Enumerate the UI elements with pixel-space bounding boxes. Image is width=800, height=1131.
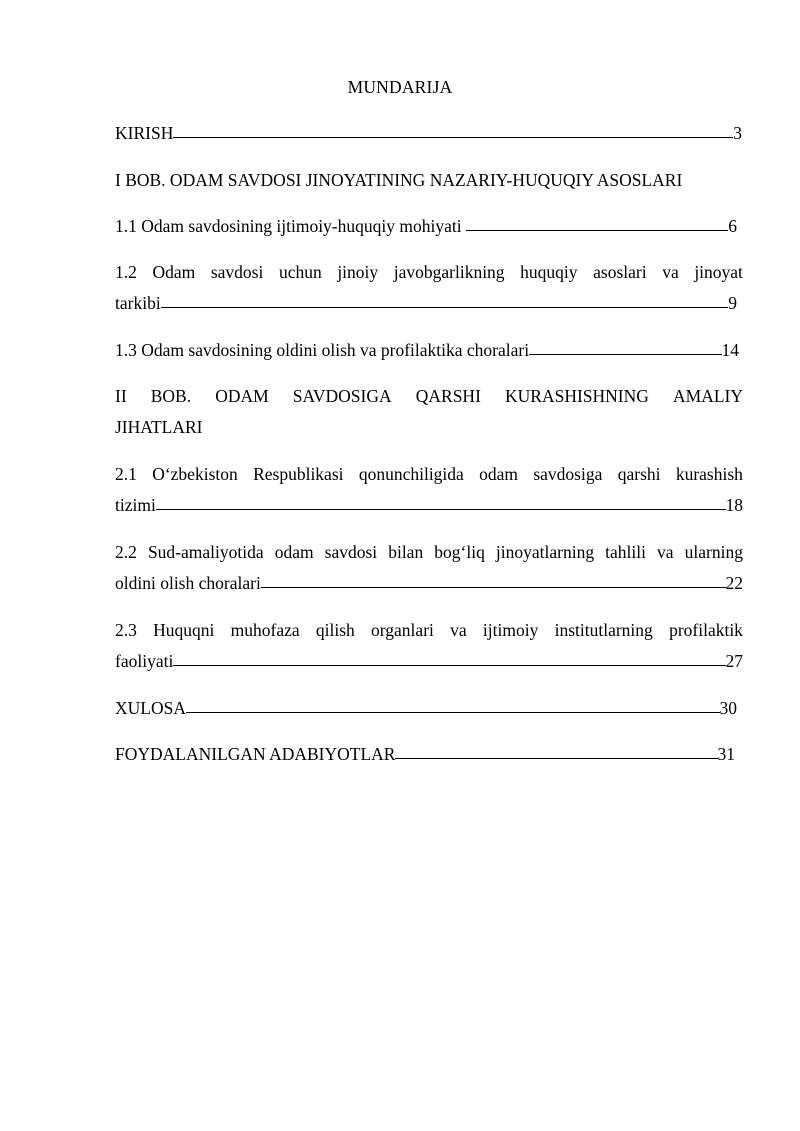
- toc-word: AMALIY: [673, 386, 743, 406]
- toc-word: savdosiga: [533, 464, 603, 484]
- toc-title: MUNDARIJA: [347, 77, 453, 97]
- toc-word: jinoyatlarning: [495, 542, 595, 562]
- toc-word: institutlarning: [554, 620, 653, 640]
- toc-word: savdosi: [210, 262, 264, 282]
- toc-word: jinoyat: [694, 262, 743, 282]
- toc-entry-label: I BOB. ODAM SAVDOSI JINOYATINING NAZARIY-HUQUQIY ASOSLARI: [115, 170, 683, 190]
- toc-entry-label: tarkibi: [115, 293, 161, 313]
- toc-word: 2.1: [115, 464, 137, 484]
- dot-leader: [395, 757, 717, 759]
- toc-entry-line1: [115, 615, 743, 646]
- toc-word: va: [662, 262, 679, 282]
- toc-word: va: [450, 620, 467, 640]
- toc-entry-1-1[interactable]: [115, 211, 737, 242]
- toc-word: Odam: [152, 262, 196, 282]
- toc-word: qonunchiligida: [358, 464, 464, 484]
- toc-word: qarshi: [617, 464, 661, 484]
- toc-entry-page: 18: [725, 495, 743, 515]
- toc-entry-label: KIRISH: [115, 123, 174, 143]
- toc-entry-label: JIHATLARI: [115, 417, 203, 437]
- toc-word: Huquqni: [153, 620, 215, 640]
- toc-word: jinoiy: [337, 262, 379, 282]
- toc-entry-label: XULOSA: [115, 698, 186, 718]
- toc-entry-page: 9: [728, 293, 737, 313]
- toc-word: KURASHISHNING: [505, 386, 649, 406]
- toc-entry-xulosa[interactable]: [115, 693, 737, 724]
- toc-entry-label: 1.1 Odam savdosining ijtimoiy-huquqiy mohiyati: [115, 216, 466, 236]
- toc-entry-page: 3: [733, 123, 742, 143]
- toc-entry-1-2[interactable]: [115, 257, 743, 319]
- toc-word: QARSHI: [415, 386, 481, 406]
- toc-entry-line1: [115, 257, 743, 288]
- toc-word: tahlili: [605, 542, 646, 562]
- dot-leader: [529, 353, 721, 355]
- toc-entry-line1: [115, 381, 743, 412]
- toc-entry-2-1[interactable]: [115, 459, 743, 521]
- dot-leader: [466, 229, 728, 231]
- toc-word: 2.3: [115, 620, 137, 640]
- toc-word: va: [657, 542, 674, 562]
- toc-word: Respublikasi: [253, 464, 344, 484]
- toc-word: profilaktik: [669, 620, 743, 640]
- toc-word: ijtimoiy: [482, 620, 539, 640]
- toc-word: odam: [479, 464, 519, 484]
- toc-word: SAVDOSIGA: [292, 386, 392, 406]
- toc-word: savdosi: [324, 542, 378, 562]
- dot-leader: [186, 711, 720, 713]
- toc-word: 1.2: [115, 262, 137, 282]
- toc-word: organlari: [371, 620, 434, 640]
- toc-entry-page: 6: [728, 216, 737, 236]
- toc-entry-label: FOYDALANILGAN ADABIYOTLAR: [115, 744, 396, 764]
- toc-entry-2-3[interactable]: [115, 615, 743, 677]
- toc-word: 2.2: [115, 542, 137, 562]
- toc-entry-line1: [115, 459, 743, 490]
- toc-word: javobgarlikning: [393, 262, 505, 282]
- dot-leader: [261, 586, 726, 588]
- toc-chapter-2-heading[interactable]: [115, 381, 743, 443]
- toc-entry-label: faoliyati: [115, 651, 174, 671]
- toc-entry-kirish[interactable]: [115, 118, 742, 149]
- toc-chapter-1-heading[interactable]: [115, 165, 743, 196]
- toc-entry-label: oldini olish choralari: [115, 573, 261, 593]
- toc-word: ularning: [684, 542, 743, 562]
- toc-entry-label: 1.3 Odam savdosining oldini olish va profilaktika choralari: [115, 340, 530, 360]
- toc-entry-1-3[interactable]: [115, 335, 739, 366]
- toc-entry-2-2[interactable]: [115, 537, 743, 599]
- toc-word: asoslari: [593, 262, 647, 282]
- toc-entry-page: 14: [721, 340, 739, 360]
- toc-word: BOB.: [150, 386, 192, 406]
- toc-word: II: [115, 386, 127, 406]
- toc-entry-adabiyotlar[interactable]: [115, 739, 735, 770]
- dot-leader: [156, 508, 726, 510]
- toc-word: bog‘liq: [434, 542, 485, 562]
- dot-leader: [173, 664, 725, 666]
- toc-word: muhofaza: [230, 620, 300, 640]
- toc-word: uchun: [278, 262, 322, 282]
- toc-entry-label: tizimi: [115, 495, 156, 515]
- toc-entry-page: 27: [725, 651, 743, 671]
- toc-word: qilish: [315, 620, 355, 640]
- toc-word: huquqiy: [520, 262, 578, 282]
- toc-word: Sud-amaliyotida: [147, 542, 264, 562]
- toc-entry-page: 31: [717, 744, 735, 764]
- toc-word: bilan: [388, 542, 424, 562]
- toc-word: odam: [274, 542, 314, 562]
- toc-entry-line1: [115, 537, 743, 568]
- toc-word: ODAM: [215, 386, 269, 406]
- toc-entry-page: 30: [719, 698, 737, 718]
- toc-word: O‘zbekiston: [152, 464, 238, 484]
- toc-word: kurashish: [675, 464, 743, 484]
- toc-entry-page: 22: [725, 573, 743, 593]
- dot-leader: [161, 306, 729, 308]
- dot-leader: [173, 136, 733, 138]
